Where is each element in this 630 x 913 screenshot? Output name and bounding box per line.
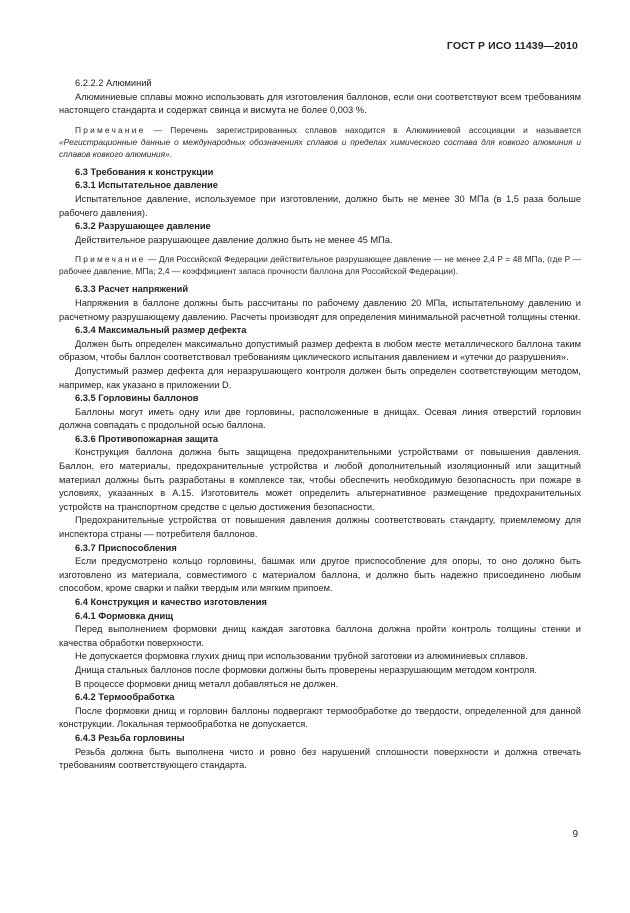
note-italic-title: «Регистрационные данные о международных обозначениях сплавов и пределах химического состава для ковкого алюминия и сплавов ковкого алюминия» bbox=[59, 136, 581, 159]
paragraph: Днища стальных баллонов после формовки должны быть проверены неразрушающим методом контроля. bbox=[75, 664, 537, 675]
section-heading: 6.3.4 Максимальный размер дефекта bbox=[75, 325, 247, 336]
paragraph: Резьба должна быть выполнена чисто и ровно без нарушений сплошности поверхности и должна отвечать требованиям соответствующего стандарта. bbox=[59, 746, 581, 771]
paragraph: Если предусмотрено кольцо горловины, башмак или другое приспособление для опоры, то оно должно быть изготовлено из материала, совместимого с материалом баллона, и должно быть надежно присоединено любым способом, кроме сварки и пайки твердым или мягким припоем. bbox=[59, 556, 581, 594]
note-text: — Перечень зарегистрированных сплавов находится в Алюминиевой ассоциации и называется bbox=[145, 124, 581, 135]
section-heading: 6.3 Требования к конструкции bbox=[75, 166, 214, 177]
section-heading: 6.4.2 Термообработка bbox=[75, 692, 175, 703]
paragraph: Должен быть определен максимально допустимый размер дефекта в любом месте металлического баллона таким образом, чтобы баллон соответствовал требованиям циклического испытания давлением и «утечки до разрушения». bbox=[59, 338, 581, 363]
section-heading: 6.3.7 Приспособления bbox=[75, 542, 177, 553]
note-paragraph bbox=[59, 253, 581, 277]
page-number: 9 bbox=[572, 829, 578, 840]
note-text: — Для Российской Федерации действительное разрушающее давление — не менее 2,4 P = 48 МПа, (где P — рабочее давление, МПа; 2,4 — коэффициент запаса прочности баллона для Российской Федерации). bbox=[59, 254, 581, 277]
section-heading: 6.3.5 Горловины баллонов bbox=[75, 393, 199, 404]
paragraph: Напряжения в баллоне должны быть рассчитаны по рабочему давлению 20 МПа, испытательному давлению и расчетному разрушающему давлению. Расчеты производят для определения минимальной расчетной толщины стенки. bbox=[59, 297, 581, 322]
note-label: Примечание bbox=[75, 124, 146, 135]
section-heading: 6.4.3 Резьба горловины bbox=[75, 732, 185, 743]
section-heading: 6.3.6 Противопожарная защита bbox=[75, 433, 219, 444]
paragraph: Испытательное давление, используемое при изготовлении, должно быть не менее 30 МПа (в 1,5 раза больше рабочего давления). bbox=[59, 193, 581, 218]
paragraph: Предохранительные устройства от повышения давления должны соответствовать стандарту, приемлемому для инспектора страны — потребителя баллонов. bbox=[59, 515, 581, 540]
section-heading: 6.3.2 Разрушающее давление bbox=[75, 221, 211, 232]
paragraph: Не допускается формовка глухих днищ при использовании трубной заготовки из алюминиевых сплавов. bbox=[75, 651, 528, 662]
section-heading: 6.4.1 Формовка днищ bbox=[75, 610, 174, 621]
section-heading: 6.4 Конструкция и качество изготовления bbox=[75, 597, 267, 607]
section-heading: 6.3.3 Расчет напряжений bbox=[75, 284, 189, 295]
section-heading: 6.2.2.2 Алюминий bbox=[75, 78, 152, 88]
paragraph: Действительное разрушающее давление должно быть не менее 45 МПа. bbox=[75, 234, 393, 245]
paragraph: Перед выполнением формовки днищ каждая заготовка баллона должна пройти контроль толщины стенки и качества обработки поверхности. bbox=[59, 624, 581, 648]
paragraph: Алюминиевые сплавы можно использовать для изготовления баллонов, если они соответствуют всем требованиям настоящего стандарта и содержат свинца и висмута не более 0,003 %. bbox=[59, 91, 581, 116]
paragraph: Баллоны могут иметь одну или две горловины, расположенные в днищах. Осевая линия отверстий горловин должна совпадать с продольной осью баллона. bbox=[59, 406, 581, 431]
paragraph: После формовки днищ и горловин баллоны подвергают термообработке до твердости, определенной для данной конструкции. Локальная термообработка не допускается. bbox=[59, 705, 581, 730]
note-label: Примечание bbox=[75, 254, 146, 265]
note-paragraph bbox=[59, 124, 581, 160]
paragraph: В процессе формовки днищ металл добавляться не должен. bbox=[75, 678, 339, 689]
note-tail: . bbox=[169, 148, 173, 159]
section-heading: 6.3.1 Испытательное давление bbox=[75, 180, 218, 191]
document-body bbox=[59, 77, 581, 773]
document-header: ГОСТ Р ИСО 11439—2010 bbox=[446, 40, 578, 52]
paragraph: Конструкция баллона должна быть защищена предохранительными устройствами от повышения давления. Баллон, его материалы, предохранительные устройства и любой дополнительный изоляционный или защитный материал должны быть разработаны в комплексе так, чтобы обеспечить необходимую безопасность при пожаре в условиях, указанных в А.15. Изготовитель может определить альтернативное размещение предохранительных устройств на транспортном средстве с целью достижения безопасности. bbox=[59, 447, 581, 512]
paragraph: Допустимый размер дефекта для неразрушающего контроля должен быть определен соответствующим методом, например, как указано в приложении D. bbox=[59, 365, 581, 390]
